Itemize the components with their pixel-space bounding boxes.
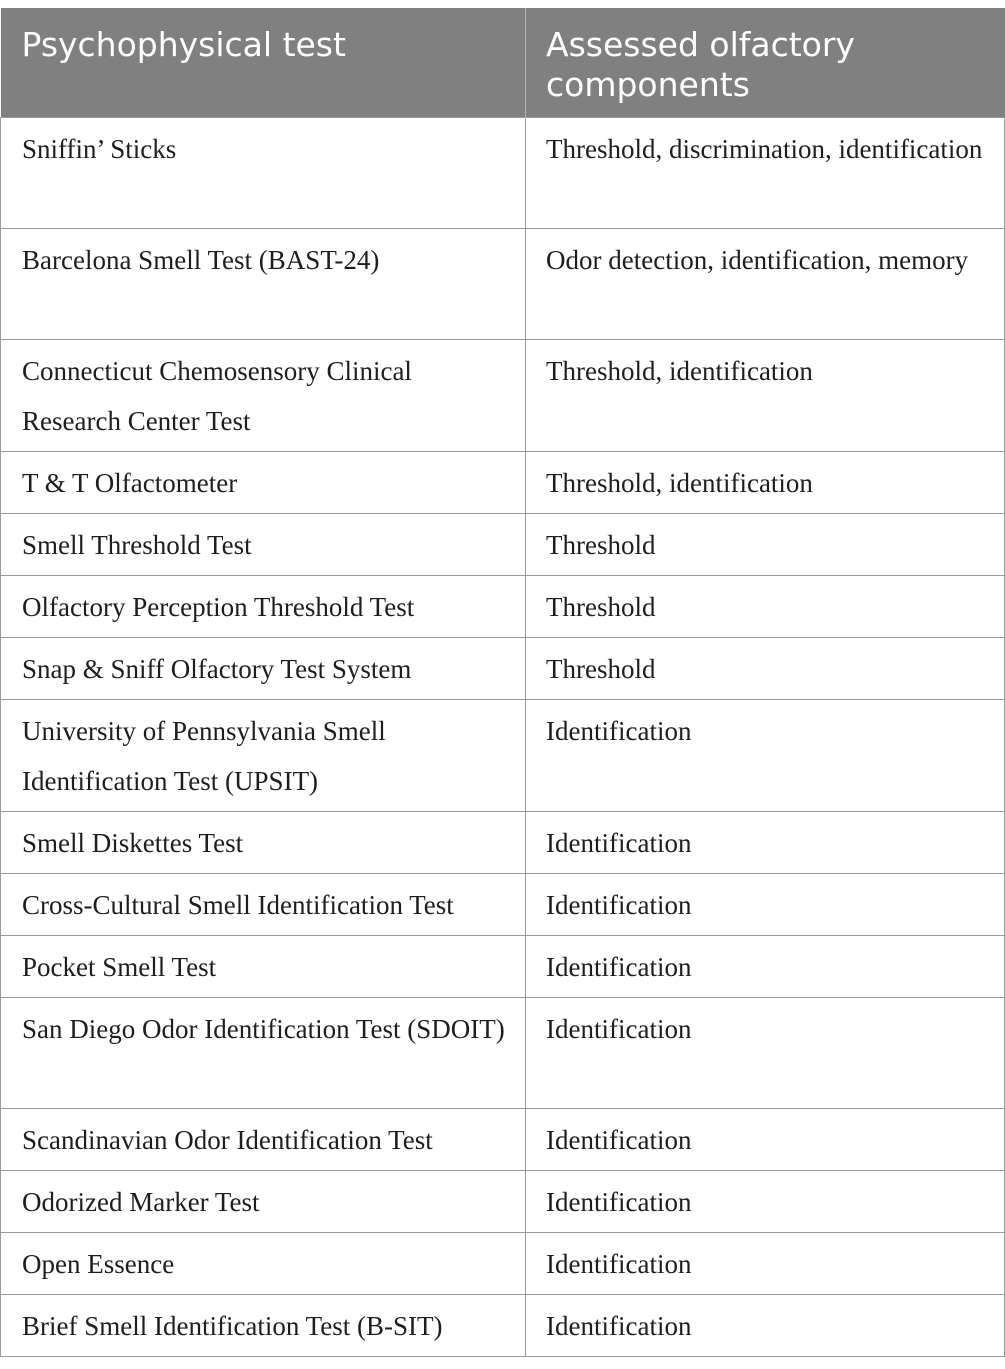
header-assessed-components: Assessed olfactory components: [526, 8, 1005, 118]
table-row: [1, 1171, 1005, 1233]
table-row: [1, 700, 1005, 812]
components-cell: Threshold: [526, 514, 1005, 576]
components-cell: Identification: [526, 1233, 1005, 1295]
test-name-cell: San Diego Odor Identification Test (SDOIT): [1, 998, 526, 1109]
components-cell: Odor detection, identification, memory: [526, 229, 1005, 340]
table-row: [1, 998, 1005, 1109]
olfactory-tests-table: [0, 8, 1005, 1357]
test-name-cell: University of Pennsylvania Smell Identification Test (UPSIT): [1, 700, 526, 812]
components-cell: Identification: [526, 1171, 1005, 1233]
table-row: [1, 874, 1005, 936]
table-row: [1, 229, 1005, 340]
components-cell: Threshold: [526, 638, 1005, 700]
table-row: [1, 936, 1005, 998]
table-body: [1, 118, 1005, 1357]
table-row: [1, 1109, 1005, 1171]
components-cell: Threshold, identification: [526, 452, 1005, 514]
components-cell: Identification: [526, 998, 1005, 1109]
table-row: [1, 118, 1005, 229]
header-psychophysical-test: Psychophysical test: [1, 8, 526, 118]
test-name-cell: Connecticut Chemosensory Clinical Research Center Test: [1, 340, 526, 452]
test-name-cell: Scandinavian Odor Identification Test: [1, 1109, 526, 1171]
test-name-cell: Snap & Sniff Olfactory Test System: [1, 638, 526, 700]
test-name-cell: T & T Olfactometer: [1, 452, 526, 514]
table-container: [0, 8, 1004, 1357]
test-name-cell: Barcelona Smell Test (BAST-24): [1, 229, 526, 340]
test-name-cell: Open Essence: [1, 1233, 526, 1295]
components-cell: Identification: [526, 1295, 1005, 1357]
components-cell: Threshold: [526, 576, 1005, 638]
table-row: [1, 1295, 1005, 1357]
test-name-cell: Olfactory Perception Threshold Test: [1, 576, 526, 638]
table-row: [1, 452, 1005, 514]
table-row: [1, 812, 1005, 874]
test-name-cell: Smell Threshold Test: [1, 514, 526, 576]
table-row: [1, 340, 1005, 452]
test-name-cell: Cross-Cultural Smell Identification Test: [1, 874, 526, 936]
table-row: [1, 1233, 1005, 1295]
components-cell: Threshold, discrimination, identification: [526, 118, 1005, 229]
test-name-cell: Pocket Smell Test: [1, 936, 526, 998]
table-header: [1, 8, 1005, 118]
components-cell: Threshold, identification: [526, 340, 1005, 452]
test-name-cell: Brief Smell Identification Test (B-SIT): [1, 1295, 526, 1357]
table-row: [1, 576, 1005, 638]
components-cell: Identification: [526, 700, 1005, 812]
components-cell: Identification: [526, 812, 1005, 874]
test-name-cell: Smell Diskettes Test: [1, 812, 526, 874]
test-name-cell: Sniffin’ Sticks: [1, 118, 526, 229]
header-row: [1, 8, 1005, 118]
components-cell: Identification: [526, 874, 1005, 936]
table-row: [1, 638, 1005, 700]
test-name-cell: Odorized Marker Test: [1, 1171, 526, 1233]
table-row: [1, 514, 1005, 576]
components-cell: Identification: [526, 1109, 1005, 1171]
components-cell: Identification: [526, 936, 1005, 998]
